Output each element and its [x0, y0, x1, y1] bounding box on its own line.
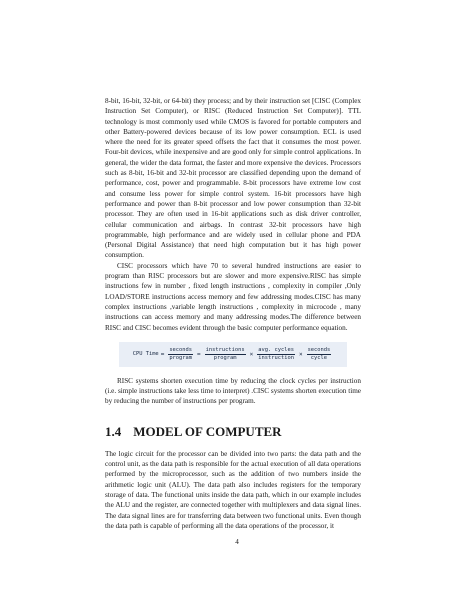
fraction-denominator: cycle — [310, 354, 328, 361]
equation-times: × — [298, 350, 303, 358]
fraction-numerator: seconds — [307, 346, 331, 353]
page-number: 4 — [235, 538, 239, 546]
paragraph-model-of-computer: The logic circuit for the processor can be divided into two parts: the data path and the control unit, as the data path is responsible for the actual execution of all data operations performed by the microprocessor, such as the addition of two numbers inside the arithmetic logic unit (ALU). The data path also includes registers for the temporary storage of data. The functional units inside the data path, which in our example includes the ALU and the register, are connected together with multiplexers and data signal lines. The data signal lines are for transferring data between two functional units. Even though the data path is capable of performing all the data operations of the processor, it — [105, 449, 361, 530]
equation-equals: = — [160, 350, 165, 358]
fraction-numerator: seconds — [169, 346, 193, 353]
section-heading — [105, 424, 361, 440]
paragraph-risc-cisc-execution: RISC systems shorten execution time by reducing the clock cycles per instruction (i.e. simple instructions take less time to interpret) .CISC systems shorten execution time by reducing the number of instructions per program. — [105, 376, 361, 406]
fraction-numerator: avg. cycles — [258, 346, 294, 353]
section-number: 1.4 — [105, 423, 122, 439]
fraction-denominator: program — [213, 354, 237, 361]
cpu-time-equation — [119, 342, 347, 367]
page-body — [105, 96, 361, 531]
fraction-seconds-program — [168, 347, 193, 362]
fraction-denominator: instruction — [258, 354, 294, 361]
fraction-numerator: instructions — [205, 346, 245, 353]
equation-lhs: CPU Time — [132, 351, 159, 358]
paragraph-processor-types: 8-bit, 16-bit, 32-bit, or 64-bit) they process; and by their instruction set [CISC (Complex Instruction Set Computer), or RISC (Reduced Instruction Set Computer)]. TTL technology is most commonly used while CMOS is favored for portable computers and other Battery-powered devices because of its low power consumption. ECL is used where the need for its greater speed offsets the fact that it consumes the most power. Four-bit devices, while inexpensive and are good only for simple control applications. In general, the wider the data format, the faster and more expensive the devices. Processors such as 8-bit, 16-bit and 32-bit processor are classified depending upon the demand of performance, cost, power and programmable. 8-bit processors have extreme low cost and consume less power for simple control system. 16-bit processors have high performance and power than 8-bit processor and low power consumption than 32-bit processor. They are often used in 16-bit applications such as disk driver controller, cellular communication and airbags. In contrast 32-bit processors have high programmable, high performance and are widely used in cellular phone and PDA (Personal Digital Assistance) that need high computation but it has high power consumption. — [105, 97, 361, 260]
fraction-seconds-cycle — [307, 347, 332, 362]
fraction-denominator: program — [169, 354, 193, 361]
equation-equals: = — [197, 350, 201, 358]
paragraph-cisc-risc: CISC processors which have 70 to several hundred instructions are easier to program than RISC processors but are slower and more expensive.RISC has simple instructions few in number , fixed length instructions , complexity in compiler ,Only LOAD/STORE instructions access memory and few addressing modes.CISC has many complex instructions ,variable length instructions , complexity in microcode , many instructions can access memory and many addressing modes.The difference between RISC and CISC becomes evident through the basic computer performance equation. — [105, 261, 361, 332]
section-title: MODEL OF COMPUTER — [133, 423, 282, 439]
equation-times: × — [249, 350, 254, 358]
fraction-cycles-instruction — [257, 347, 295, 362]
fraction-instructions-program — [205, 347, 246, 362]
